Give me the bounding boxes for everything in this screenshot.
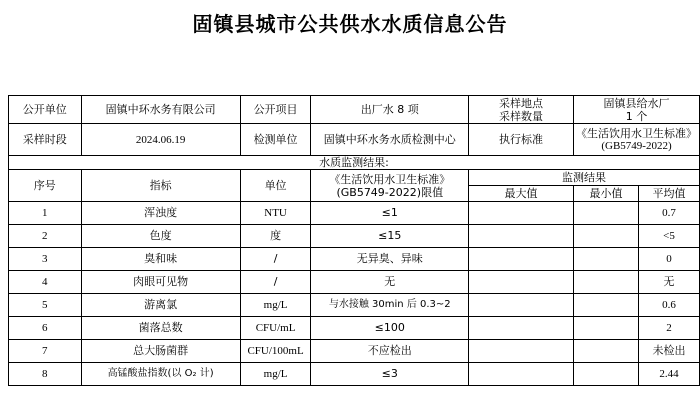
row-min [573, 271, 638, 294]
header-index: 指标 [81, 170, 240, 202]
row-avg: 0.6 [638, 294, 699, 317]
row-index: 臭和味 [81, 248, 240, 271]
row-avg: 0 [638, 248, 699, 271]
site-qty-values [573, 96, 699, 124]
row-avg: <5 [638, 225, 699, 248]
row-avg: 2.44 [638, 363, 699, 386]
row-min [573, 225, 638, 248]
table-row [9, 317, 700, 340]
row-no: 2 [9, 225, 82, 248]
table-row [9, 363, 700, 386]
row-index: 总大肠菌群 [81, 340, 240, 363]
row-no: 5 [9, 294, 82, 317]
table-row [9, 202, 700, 225]
row-unit: CFU/100mL [240, 340, 311, 363]
header-unit: 单位 [240, 170, 311, 202]
results-label-row [9, 156, 700, 170]
publisher-label: 公开单位 [9, 96, 82, 124]
time-label: 采样时段 [9, 124, 82, 156]
row-min [573, 317, 638, 340]
row-limit: ≤1 [311, 202, 469, 225]
page-title: 固镇县城市公共供水水质信息公告 [192, 12, 508, 36]
std-line-2: (GB5749-2022) [601, 139, 672, 152]
row-unit: mg/L [240, 363, 311, 386]
row-max [469, 202, 574, 225]
qty-value: 1 个 [625, 109, 648, 123]
row-unit: 度 [240, 225, 311, 248]
std-label: 执行标准 [469, 124, 574, 156]
table-row [9, 248, 700, 271]
row-unit: / [240, 271, 311, 294]
row-limit: 无 [311, 271, 469, 294]
site-value: 固镇县给水厂 [603, 96, 670, 110]
row-no: 4 [9, 271, 82, 294]
results-label: 水质监测结果: [9, 156, 700, 170]
row-max [469, 363, 574, 386]
row-no: 3 [9, 248, 82, 271]
row-max [469, 294, 574, 317]
row-limit: ≤15 [311, 225, 469, 248]
row-limit: 无异臭、异味 [311, 248, 469, 271]
header-limit-line-2: (GB5749-2022)限值 [336, 185, 444, 199]
header-row-1 [9, 170, 700, 186]
row-limit: 不应检出 [311, 340, 469, 363]
header-no: 序号 [9, 170, 82, 202]
row-unit: mg/L [240, 294, 311, 317]
row-avg: 0.7 [638, 202, 699, 225]
row-no: 8 [9, 363, 82, 386]
std-line-1: 《生活饮用水卫生标准》 [575, 126, 697, 140]
header-limit [311, 170, 469, 202]
row-max [469, 225, 574, 248]
header-avg: 平均值 [638, 186, 699, 202]
row-min [573, 340, 638, 363]
row-index: 高锰酸盐指数(以 O₂ 计) [81, 363, 240, 386]
site-qty-labels [469, 96, 574, 124]
row-max [469, 340, 574, 363]
header-limit-line-1: 《生活饮用水卫生标准》 [329, 172, 451, 186]
std-value [573, 124, 699, 156]
row-limit: 与水接触 30min 后 0.3~2 [311, 294, 469, 317]
row-limit: ≤100 [311, 317, 469, 340]
row-index: 游离氯 [81, 294, 240, 317]
qty-label: 采样数量 [499, 109, 544, 123]
table-row [9, 225, 700, 248]
row-min [573, 202, 638, 225]
table-row [9, 271, 700, 294]
table-row [9, 294, 700, 317]
row-avg: 2 [638, 317, 699, 340]
project-label: 公开项目 [240, 96, 311, 124]
row-limit: ≤3 [311, 363, 469, 386]
header-monitor: 监测结果 [469, 170, 700, 186]
row-no: 1 [9, 202, 82, 225]
row-max [469, 248, 574, 271]
row-max [469, 271, 574, 294]
site-label: 采样地点 [499, 96, 544, 110]
row-min [573, 248, 638, 271]
row-index: 菌落总数 [81, 317, 240, 340]
row-index: 浑浊度 [81, 202, 240, 225]
row-index: 肉眼可见物 [81, 271, 240, 294]
row-min [573, 294, 638, 317]
publisher-value: 固镇中环水务有限公司 [81, 96, 240, 124]
table-row [9, 340, 700, 363]
project-value: 出厂水 8 项 [311, 96, 469, 124]
row-no: 7 [9, 340, 82, 363]
dept-value: 固镇中环水务水质检测中心 [311, 124, 469, 156]
water-quality-table [8, 95, 700, 386]
row-unit: NTU [240, 202, 311, 225]
row-unit: / [240, 248, 311, 271]
time-value: 2024.06.19 [81, 124, 240, 156]
row-no: 6 [9, 317, 82, 340]
header-max: 最大值 [469, 186, 574, 202]
row-index: 色度 [81, 225, 240, 248]
info-row-2 [9, 124, 700, 156]
row-avg: 未检出 [638, 340, 699, 363]
row-unit: CFU/mL [240, 317, 311, 340]
info-row-1 [9, 96, 700, 124]
row-max [469, 317, 574, 340]
header-min: 最小值 [573, 186, 638, 202]
row-min [573, 363, 638, 386]
dept-label: 检测单位 [240, 124, 311, 156]
row-avg: 无 [638, 271, 699, 294]
